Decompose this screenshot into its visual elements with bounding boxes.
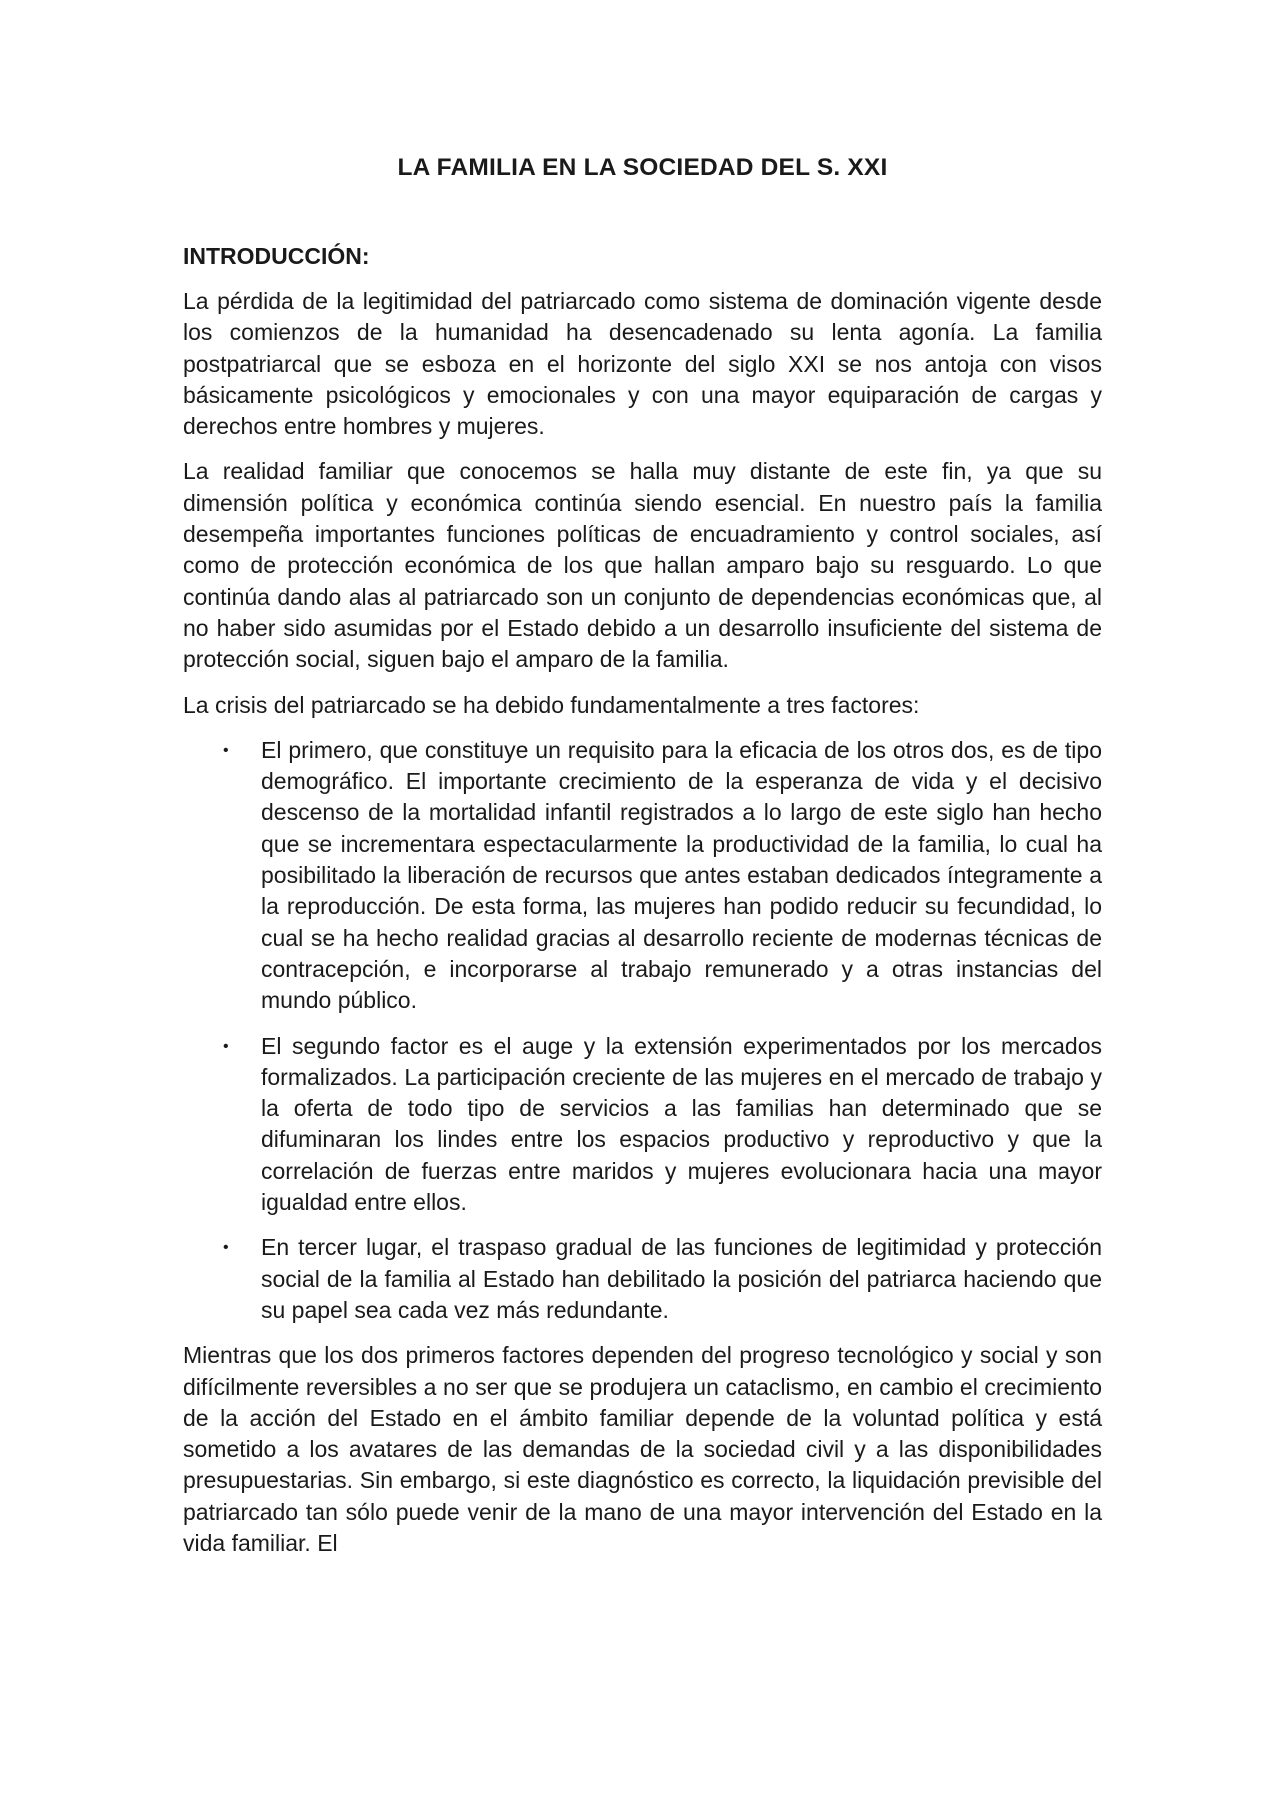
bullet-icon: • bbox=[223, 741, 229, 759]
list-item-text: El segundo factor es el auge y la extensión experimentados por los mercados formalizados. La participación creciente de las mujeres en el mercado de trabajo y la oferta de todo tipo de servicios a las familias han determinado que se difuminaran los lindes entre los espacios productivo y reproductivo y que la correlación de fuerzas entre maridos y mujeres evolucionara hacia una mayor igualdad entre ellos. bbox=[261, 1032, 1102, 1216]
section-heading: INTRODUCCIÓN: bbox=[183, 243, 370, 269]
list-item bbox=[183, 735, 1102, 1017]
list-item-text: El primero, que constituye un requisito para la eficacia de los otros dos, es de tipo demográfico. El importante crecimiento de la esperanza de vida y el decisivo descenso de la mortalidad infantil registrados a lo largo de este siglo han hecho que se incrementara espectacularmente la productividad de la familia, lo cual ha posibilitado la liberación de recursos que antes estaban dedicados íntegramente a la reproducción. De esta forma, las mujeres han podido reducir su fecundidad, lo cual se ha hecho realidad gracias al desarrollo reciente de modernas técnicas de contracepción, e incorporarse al trabajo remunerado y a otras instancias del mundo público. bbox=[261, 736, 1102, 1014]
list-item bbox=[183, 1232, 1102, 1326]
list-item bbox=[183, 1031, 1102, 1219]
list-item-text: En tercer lugar, el traspaso gradual de las funciones de legitimidad y protección social de la familia al Estado han debilitado la posición del patriarca haciendo que su papel sea cada vez más redundante. bbox=[261, 1234, 1102, 1323]
closing-paragraph: Mientras que los dos primeros factores dependen del progreso tecnológico y social y son difícilmente reversibles a no ser que se produjera un cataclismo, en cambio el crecimiento de la acción del Estado en el ámbito familiar depende de la voluntad política y está sometido a los avatares de las demandas de la sociedad civil y a las disponibilidades presupuestarias. Sin embargo, si este diagnóstico es correcto, la liquidación previsible del patriarcado tan sólo puede venir de la mano de una mayor intervención del Estado en la vida familiar. El bbox=[183, 1342, 1102, 1556]
paragraph-1: La pérdida de la legitimidad del patriarcado como sistema de dominación vigente desde los comienzos de la humanidad ha desencadenado su lenta agonía. La familia postpatriarcal que se esboza en el horizonte del siglo XXI se nos antoja con visos básicamente psicológicos y emocionales y con una mayor equiparación de cargas y derechos entre hombres y mujeres. bbox=[183, 288, 1102, 440]
document-title: LA FAMILIA EN LA SOCIEDAD DEL S. XXI bbox=[397, 154, 888, 181]
document-page bbox=[183, 150, 1102, 1573]
bullet-icon: • bbox=[223, 1239, 229, 1257]
bullet-icon: • bbox=[223, 1037, 229, 1055]
paragraph-2: La realidad familiar que conocemos se halla muy distante de este fin, ya que su dimensión política y económica continúa siendo esencial. En nuestro país la familia desempeña importantes funciones políticas de encuadramiento y control sociales, así como de protección económica de los que hallan amparo bajo su resguardo. Lo que continúa dando alas al patriarcado son un conjunto de dependencias económicas que, al no haber sido asumidas por el Estado debido a un desarrollo insuficiente del sistema de protección social, siguen bajo el amparo de la familia. bbox=[183, 458, 1102, 673]
factor-list bbox=[183, 735, 1102, 1326]
paragraph-3: La crisis del patriarcado se ha debido fundamentalmente a tres factores: bbox=[183, 691, 920, 718]
